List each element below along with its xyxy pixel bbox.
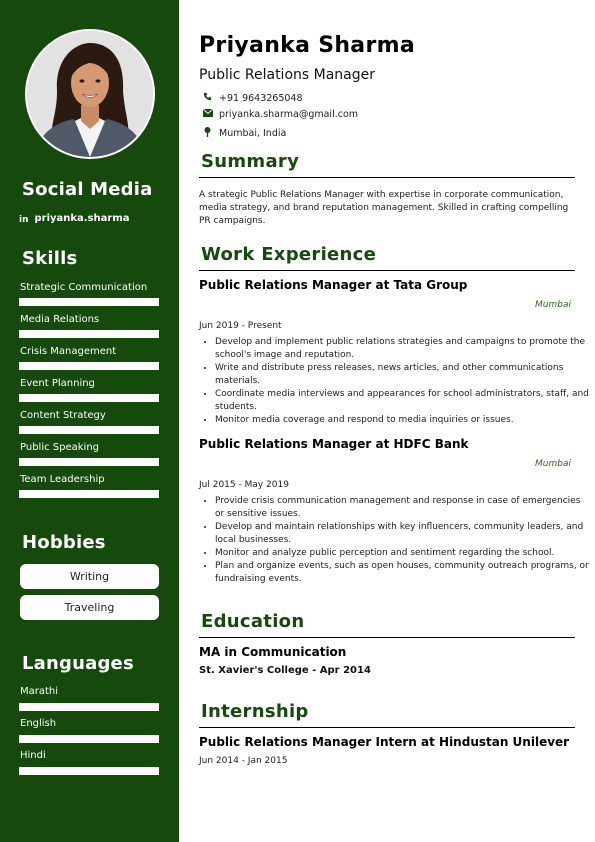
job-location: Mumbai xyxy=(535,300,571,310)
skill-label: Team Leadership xyxy=(20,474,105,485)
social-link-linkedin[interactable] xyxy=(19,212,130,225)
job-bullet: • Monitor media coverage and respond to media inquiries or issues. xyxy=(215,414,591,427)
hobby-tag: Traveling xyxy=(20,595,159,620)
internship-heading: Internship xyxy=(201,701,309,722)
skill-label: Strategic Communication xyxy=(20,282,148,293)
contact-phone[interactable] xyxy=(202,92,303,104)
section-divider xyxy=(199,637,575,638)
education-degree: MA in Communication xyxy=(199,645,347,659)
job-bullets xyxy=(199,336,591,427)
job-bullet: • Monitor and analyze public perception and sentiment regarding the school. xyxy=(215,547,591,560)
hobby-tag: Writing xyxy=(20,564,159,589)
language-bar xyxy=(19,703,159,711)
language-label: Marathi xyxy=(20,686,59,697)
skill-label: Public Speaking xyxy=(20,442,100,453)
section-divider xyxy=(199,177,575,178)
language-label: English xyxy=(20,718,57,729)
internship-role: Public Relations Manager Intern at Hindustan Unilever xyxy=(199,735,570,749)
skills-heading: Skills xyxy=(22,248,78,269)
linkedin-icon: in xyxy=(19,215,29,225)
skill-bar xyxy=(19,426,159,434)
person-name: Priyanka Sharma xyxy=(199,33,415,58)
profile-photo xyxy=(25,29,155,159)
work-experience-heading: Work Experience xyxy=(201,244,377,265)
hobbies-heading: Hobbies xyxy=(22,532,106,553)
job-bullet: • Develop and maintain relationships with key influencers, community leaders, and local businesses. xyxy=(215,521,591,547)
skill-bar xyxy=(19,298,159,306)
sidebar xyxy=(0,0,179,842)
skill-label: Media Relations xyxy=(20,314,100,325)
language-label: Hindi xyxy=(20,750,46,761)
skill-bar xyxy=(19,394,159,402)
skill-bar xyxy=(19,458,159,466)
language-bar xyxy=(19,767,159,775)
job-title: Public Relations Manager at HDFC Bank xyxy=(199,437,469,451)
skill-bar xyxy=(19,490,159,498)
language-bar xyxy=(19,735,159,743)
education-heading: Education xyxy=(201,611,305,632)
job-role: Public Relations Manager xyxy=(199,67,375,83)
job-bullet: • Write and distribute press releases, news articles, and other communications materials. xyxy=(215,362,591,388)
social-handle: priyanka.sharma xyxy=(34,213,130,224)
languages-heading: Languages xyxy=(22,653,134,674)
social-media-heading: Social Media xyxy=(22,179,153,200)
contact-location xyxy=(202,127,286,140)
skill-label: Event Planning xyxy=(20,378,95,389)
skill-bar xyxy=(19,330,159,338)
skill-label: Crisis Management xyxy=(20,346,117,357)
section-divider xyxy=(199,270,575,271)
skill-label: Content Strategy xyxy=(20,410,106,421)
location-pin-icon xyxy=(202,127,213,140)
education-school: St. Xavier's College - Apr 2014 xyxy=(199,665,371,676)
contact-email[interactable] xyxy=(202,109,358,120)
job-bullet: • Provide crisis communication management and response in case of emergencies or sensitive issues. xyxy=(215,495,591,521)
job-bullet: • Coordinate media interviews and appearances for school administrators, staff, and students. xyxy=(215,388,591,414)
job-location: Mumbai xyxy=(535,459,571,469)
location-text: Mumbai, India xyxy=(219,128,287,139)
job-bullet: • Develop and implement public relations strategies and campaigns to promote the school's image and reputation. xyxy=(215,336,591,362)
email-address: priyanka.sharma@gmail.com xyxy=(219,109,359,120)
summary-heading: Summary xyxy=(201,151,300,172)
job-dates: Jul 2015 - May 2019 xyxy=(199,480,289,490)
summary-text: A strategic Public Relations Manager with expertise in corporate communication, media strategy, and brand reputation management. Skilled in crafting compelling PR campaigns. xyxy=(199,190,569,226)
phone-icon xyxy=(202,92,213,104)
phone-number: +91 9643265048 xyxy=(219,92,303,104)
mail-icon xyxy=(202,109,213,120)
job-dates: Jun 2019 - Present xyxy=(199,321,282,331)
job-bullet: • Plan and organize events, such as open houses, community outreach programs, or fundraising events. xyxy=(215,560,591,586)
job-title: Public Relations Manager at Tata Group xyxy=(199,278,468,292)
section-divider xyxy=(199,727,575,728)
skill-bar xyxy=(19,362,159,370)
internship-dates: Jun 2014 - Jan 2015 xyxy=(199,756,288,766)
job-bullets xyxy=(199,495,591,586)
